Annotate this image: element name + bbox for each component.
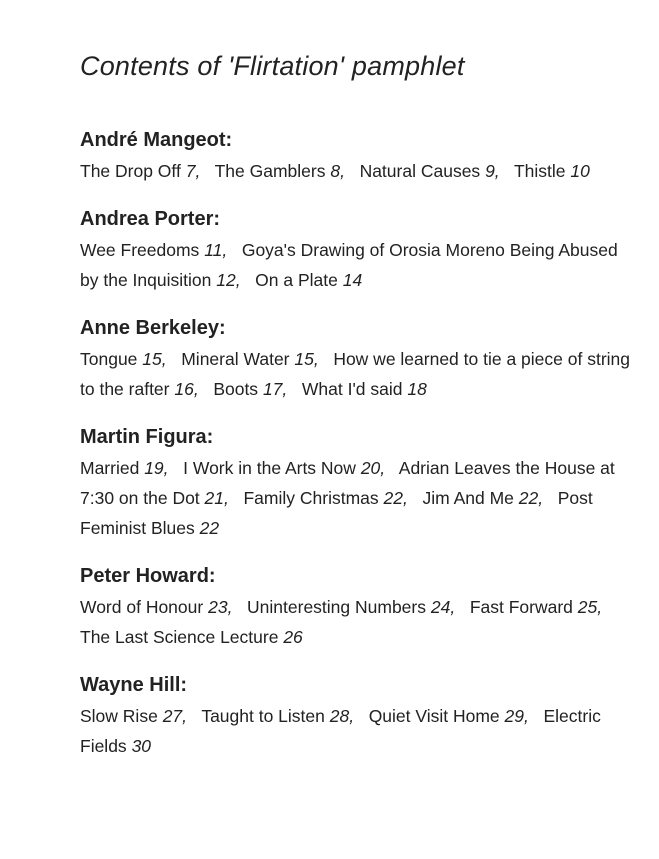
author-name: Anne Berkeley: bbox=[80, 317, 226, 339]
separator-comma: , bbox=[538, 488, 544, 508]
poem-entry bbox=[360, 161, 514, 181]
poem-title: Fast Forward bbox=[469, 597, 573, 617]
poem-title: Natural Causes bbox=[359, 161, 481, 181]
poem-title: Boots bbox=[213, 379, 259, 399]
poem-title: On a Plate bbox=[255, 270, 338, 290]
poem-entry bbox=[80, 240, 242, 260]
poem-page-number: 10 bbox=[570, 161, 590, 181]
poem-entry bbox=[369, 706, 544, 726]
poem-entry bbox=[255, 270, 362, 290]
poem-page-number: 12 bbox=[216, 270, 236, 290]
separator-comma: , bbox=[163, 458, 169, 478]
poem-page-number: 21 bbox=[204, 488, 225, 508]
poem-list bbox=[80, 156, 640, 186]
poem-entry bbox=[243, 488, 422, 508]
poem-entry bbox=[422, 488, 557, 508]
poem-title: Mineral Water bbox=[181, 349, 290, 369]
poem-title: Married bbox=[80, 458, 140, 478]
poem-entry bbox=[80, 597, 247, 617]
poem-page-number: 7 bbox=[185, 161, 196, 181]
poem-page-number: 19 bbox=[144, 458, 164, 478]
poem-page-number: 15 bbox=[142, 349, 162, 369]
poem-entry bbox=[181, 349, 333, 369]
separator-comma: , bbox=[597, 597, 603, 617]
poem-page-number: 28 bbox=[329, 706, 350, 726]
separator-comma: , bbox=[224, 488, 229, 508]
poem-title: The Drop Off bbox=[80, 161, 181, 181]
poem-title: Quiet Visit Home bbox=[368, 706, 500, 726]
separator-comma: , bbox=[450, 597, 456, 617]
poem-entry bbox=[183, 458, 399, 478]
poem-page-number: 26 bbox=[283, 627, 303, 647]
separator-comma: , bbox=[349, 706, 355, 726]
separator-comma: , bbox=[227, 597, 233, 617]
poem-entry bbox=[80, 349, 181, 369]
poem-entry bbox=[247, 597, 470, 617]
poem-title: Taught to Listen bbox=[201, 706, 325, 726]
poem-entry bbox=[470, 597, 612, 617]
poem-page-number: 30 bbox=[131, 736, 152, 756]
poem-title: Family Christmas bbox=[243, 488, 379, 508]
poem-title: What I'd said bbox=[301, 379, 403, 399]
separator-comma: , bbox=[193, 379, 199, 399]
poem-title: Goya's Drawing of Orosia Moreno Being Abused by the Inquisition bbox=[80, 240, 618, 290]
poem-title: I Work in the Arts Now bbox=[183, 458, 356, 478]
poem-entry bbox=[213, 379, 302, 399]
poem-list bbox=[80, 453, 640, 543]
poem-page-number: 25 bbox=[577, 597, 598, 617]
separator-comma: , bbox=[235, 270, 241, 290]
poem-title: Thistle bbox=[513, 161, 566, 181]
separator-comma: , bbox=[380, 458, 386, 478]
author-name: Peter Howard: bbox=[80, 565, 216, 587]
poem-entry bbox=[215, 161, 360, 181]
separator-comma: , bbox=[313, 349, 319, 369]
poem-entry bbox=[302, 379, 427, 399]
author-name: André Mangeot: bbox=[80, 129, 233, 151]
poem-title: Uninteresting Numbers bbox=[247, 597, 426, 617]
author-name: Andrea Porter: bbox=[80, 208, 221, 230]
poem-title: Tongue bbox=[80, 349, 138, 369]
poem-list bbox=[80, 235, 640, 295]
poem-page-number: 18 bbox=[407, 379, 427, 399]
poem-page-number: 24 bbox=[430, 597, 451, 617]
poem-page-number: 22 bbox=[199, 518, 220, 538]
poem-page-number: 9 bbox=[485, 161, 495, 181]
poem-page-number: 22 bbox=[383, 488, 403, 508]
poem-page-number: 16 bbox=[174, 379, 194, 399]
author-section bbox=[80, 205, 640, 295]
poem-page-number: 29 bbox=[504, 706, 525, 726]
separator-comma: , bbox=[222, 240, 228, 260]
separator-comma: , bbox=[282, 379, 288, 399]
contents-list bbox=[80, 126, 640, 761]
poem-entry bbox=[80, 627, 303, 647]
separator-comma: , bbox=[494, 161, 500, 181]
poem-title: Wee Freedoms bbox=[80, 240, 200, 260]
poem-list bbox=[80, 344, 640, 404]
poem-page-number: 22 bbox=[518, 488, 539, 508]
poem-title: Jim And Me bbox=[422, 488, 514, 508]
separator-comma: , bbox=[195, 161, 201, 181]
poem-title: How we learned to tie a piece of string to the rafter bbox=[80, 349, 631, 399]
poem-entry bbox=[80, 706, 201, 726]
poem-title: Post Feminist Blues bbox=[80, 488, 593, 538]
separator-comma: , bbox=[161, 349, 167, 369]
author-section bbox=[80, 562, 640, 652]
poem-list bbox=[80, 592, 640, 652]
poem-page-number: 14 bbox=[342, 270, 363, 290]
poem-title: Slow Rise bbox=[80, 706, 158, 726]
separator-comma: , bbox=[340, 161, 345, 181]
poem-title: The Gamblers bbox=[214, 161, 326, 181]
author-name: Martin Figura: bbox=[80, 426, 214, 448]
author-section bbox=[80, 126, 640, 186]
separator-comma: , bbox=[402, 488, 408, 508]
poem-page-number: 11 bbox=[204, 240, 223, 260]
poem-page-number: 27 bbox=[162, 706, 183, 726]
poem-entry bbox=[80, 458, 183, 478]
poem-page-number: 8 bbox=[330, 161, 341, 181]
author-name: Wayne Hill: bbox=[80, 674, 188, 696]
poem-list bbox=[80, 701, 640, 761]
poem-page-number: 20 bbox=[360, 458, 381, 478]
poem-entry bbox=[201, 706, 368, 726]
poem-page-number: 23 bbox=[208, 597, 228, 617]
author-section bbox=[80, 423, 640, 543]
separator-comma: , bbox=[182, 706, 188, 726]
poem-title: Adrian Leaves the House at 7:30 on the Dot bbox=[80, 458, 615, 508]
poem-title: The Last Science Lecture bbox=[80, 627, 279, 647]
document-page bbox=[80, 48, 640, 780]
poem-entry bbox=[80, 161, 215, 181]
document-title: Contents of 'Flirtation' pamphlet bbox=[80, 51, 465, 81]
poem-title: Word of Honour bbox=[80, 597, 204, 617]
poem-entry bbox=[514, 161, 590, 181]
separator-comma: , bbox=[524, 706, 529, 726]
author-section bbox=[80, 314, 640, 404]
poem-page-number: 17 bbox=[262, 379, 283, 399]
author-section bbox=[80, 671, 640, 761]
poem-page-number: 15 bbox=[294, 349, 314, 369]
poem-title: Electric Fields bbox=[80, 706, 601, 756]
